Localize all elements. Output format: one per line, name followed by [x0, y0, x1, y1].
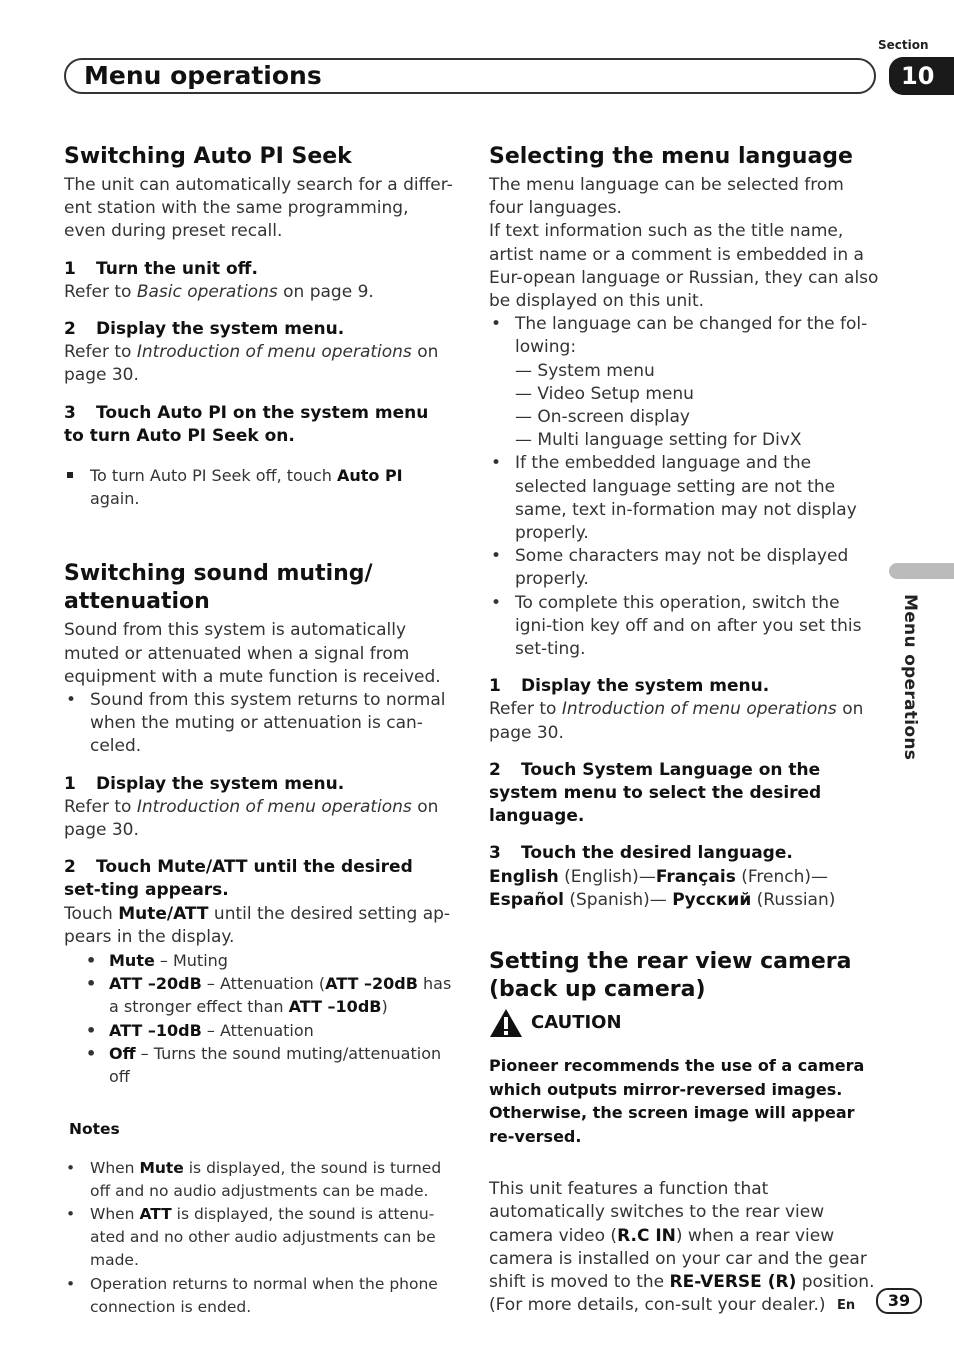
- dash-item: — Video Setup menu: [515, 383, 694, 404]
- auto-pi-tip: To turn Auto PI Seek off, touch Auto PI again.: [64, 464, 454, 510]
- page-title: Menu operations: [84, 61, 322, 90]
- list-item: • When Mute is displayed, the sound is turned off and no audio adjustments can be made.: [64, 1157, 454, 1203]
- heading-muting: Switching sound muting/ attenuation: [64, 561, 373, 615]
- side-tab-marker: [889, 563, 954, 579]
- muting-step-1-ref: Refer to Introduction of menu operations on page 30.: [64, 796, 439, 841]
- language-step-1: 1 Display the system menu.: [489, 676, 770, 697]
- list-item: • If the embedded language and the selected language setting are not the same, text in-formation may not display properly.: [489, 452, 879, 545]
- caution-row: [489, 1008, 879, 1038]
- list-item: • Some characters may not be displayed properly.: [489, 545, 879, 591]
- auto-pi-step-1-ref: Refer to Basic operations on page 9.: [64, 281, 374, 302]
- list-item: • The language can be changed for the fol-lowing: — System menu — Video Setup menu — On-screen display — Multi language setting for DivX: [489, 313, 879, 452]
- left-column: [64, 143, 454, 1319]
- language-options: English (English)—Français (French)—Español (Spanish)— Русский (Russian): [489, 866, 836, 910]
- option-off: • Off – Turns the sound muting/attenuation off: [64, 1042, 454, 1088]
- option-att-20: • ATT –20dB – Attenuation (ATT –20dB has a stronger effect than ATT –10dB): [64, 972, 454, 1018]
- muting-intro: Sound from this system is automatically muted or attenuated when a signal from equipment with a mute function is received.: [64, 620, 441, 687]
- language-intro-2: If text information such as the title name, artist name or a comment is embedded in a Eur-opean language or Russian, they can also be displayed on this unit.: [489, 221, 879, 312]
- auto-pi-step-3: 3 Touch Auto PI on the system menu to turn Auto PI Seek on.: [64, 402, 429, 446]
- language-bullets: [489, 313, 879, 661]
- page-number: 39: [876, 1288, 922, 1314]
- language-step-2: 2 Touch System Language on the system menu to select the desired language.: [489, 759, 822, 827]
- heading-language: Selecting the menu language: [489, 144, 853, 169]
- dash-item: — Multi language setting for DivX: [515, 430, 802, 451]
- list-item: • When ATT is displayed, the sound is attenu-ated and no other audio adjustments can be made.: [64, 1203, 454, 1273]
- auto-pi-step-2-ref: Refer to Introduction of menu operations on page 30.: [64, 342, 439, 386]
- option-mute: • Mute – Muting: [64, 949, 454, 972]
- auto-pi-step-2: 2 Display the system menu.: [64, 319, 345, 340]
- list-item: • To complete this operation, switch the igni-tion key off and on after you set this set-ting.: [489, 592, 879, 662]
- caution-label: CAUTION: [531, 1012, 622, 1034]
- muting-step-1: 1 Display the system menu.: [64, 773, 345, 794]
- muting-options: [64, 949, 454, 1088]
- language-step-3: 3 Touch the desired language.: [489, 843, 793, 864]
- notes-heading: Notes: [69, 1119, 120, 1138]
- dash-item: — System menu: [515, 360, 655, 381]
- heading-auto-pi: Switching Auto PI Seek: [64, 144, 352, 169]
- side-tab-label: Menu operations: [900, 594, 920, 761]
- language-step-1-ref: Refer to Introduction of menu operations on page 30.: [489, 699, 864, 743]
- caution-text: Pioneer recommends the use of a camera which outputs mirror-reversed images. Otherwise, the screen image will appear re-versed.: [489, 1056, 865, 1146]
- notes-list: [64, 1157, 454, 1319]
- footer-language: En: [837, 1298, 856, 1313]
- muting-step-2: 2 Touch Mute/ATT until the desired set-ting appears.: [64, 857, 413, 901]
- language-intro-1: The menu language can be selected from four languages.: [489, 175, 844, 219]
- auto-pi-intro: The unit can automatically search for a differ-ent station with the same programming, even during preset recall.: [64, 175, 453, 242]
- auto-pi-step-1: 1 Turn the unit off.: [64, 258, 258, 279]
- list-item: • Sound from this system returns to normal when the muting or attenuation is can-celed.: [64, 689, 454, 759]
- camera-body: This unit features a function that automatically switches to the rear view camera video (R.C IN) when a rear view camera is installed on your car and the gear shift is moved to the RE-VERSE (R) position. (For more details, con-sult your dealer.): [489, 1179, 875, 1316]
- section-label: Section: [878, 38, 929, 52]
- heading-camera: Setting the rear view camera (back up camera): [489, 949, 852, 1003]
- section-number: 10: [889, 57, 954, 95]
- muting-step-2-text: Touch Mute/ATT until the desired setting ap-pears in the display.: [64, 903, 451, 947]
- list-item: • Operation returns to normal when the phone connection is ended.: [64, 1273, 454, 1319]
- muting-bullets: [64, 689, 454, 759]
- warning-icon: [489, 1008, 523, 1038]
- dash-item: — On-screen display: [515, 407, 690, 428]
- option-att-10: • ATT –10dB – Attenuation: [64, 1019, 454, 1042]
- right-column: [489, 143, 879, 1317]
